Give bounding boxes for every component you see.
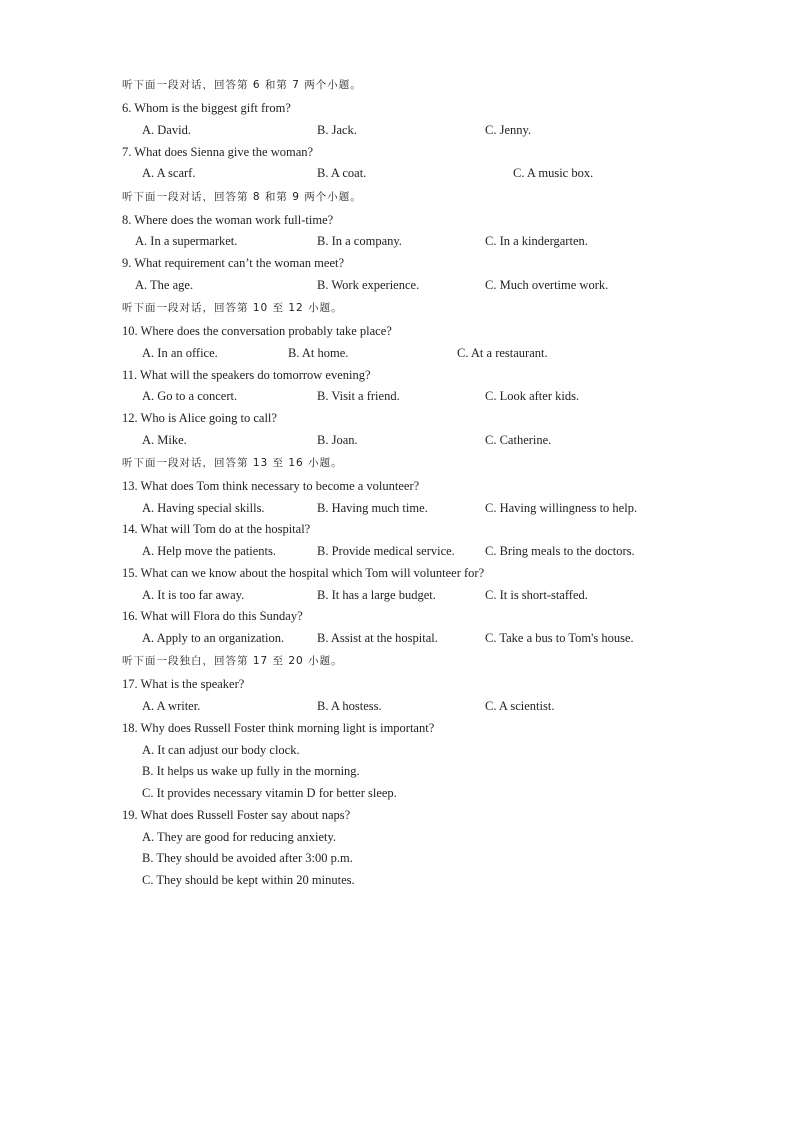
option-b: B. At home. [288,346,349,360]
option-b: B. They should be avoided after 3:00 p.m. [142,851,353,865]
option-b: B. Joan. [317,433,358,447]
option-c: C. Look after kids. [485,389,580,403]
option-a: A. In an office. [142,346,218,360]
option-a: A. In a supermarket. [135,234,238,248]
option-a: A. A scarf. [142,166,196,180]
option-b: B. Visit a friend. [317,389,400,403]
option-b: B. Jack. [317,123,357,137]
section-instruction: 听下面一段独白，回答第 17 至 20 小题。 [122,655,343,667]
section-instruction: 听下面一段对话，回答第 13 至 16 小题。 [122,457,343,469]
option-c: C. Take a bus to Tom's house. [485,631,634,645]
option-b: B. A hostess. [317,699,382,713]
option-c: C. A scientist. [485,699,555,713]
question-6: 6. Whom is the biggest gift from? [122,101,291,115]
option-b: B. Provide medical service. [317,544,455,558]
option-a: A. A writer. [142,699,201,713]
question-17: 17. What is the speaker? [122,677,245,691]
option-a: A. Mike. [142,433,187,447]
option-b: B. Having much time. [317,501,428,515]
question-18: 18. Why does Russell Foster think morning light is important? [122,721,435,735]
section-instruction: 听下面一段对话，回答第 10 至 12 小题。 [122,302,343,314]
option-c: C. Catherine. [485,433,552,447]
option-c: C. Bring meals to the doctors. [485,544,635,558]
option-a: A. They are good for reducing anxiety. [142,830,337,844]
option-c: C. It is short-staffed. [485,588,588,602]
option-b: B. It has a large budget. [317,588,436,602]
question-15: 15. What can we know about the hospital which Tom will volunteer for? [122,566,485,580]
question-11: 11. What will the speakers do tomorrow evening? [122,368,371,382]
question-16: 16. What will Flora do this Sunday? [122,609,303,623]
question-19: 19. What does Russell Foster say about naps? [122,808,351,822]
question-13: 13. What does Tom think necessary to become a volunteer? [122,479,420,493]
section-instruction: 听下面一段对话，回答第 6 和第 7 两个小题。 [122,79,362,91]
question-8: 8. Where does the woman work full-time? [122,213,334,227]
option-a: A. Go to a concert. [142,389,238,403]
option-c: C. Jenny. [485,123,532,137]
question-14: 14. What will Tom do at the hospital? [122,522,311,536]
section-instruction: 听下面一段对话，回答第 8 和第 9 两个小题。 [122,191,362,203]
option-c: C. They should be kept within 20 minutes. [142,873,355,887]
option-a: A. Help move the patients. [142,544,276,558]
question-7: 7. What does Sienna give the woman? [122,145,314,159]
option-b: B. It helps us wake up fully in the morning. [142,764,360,778]
option-a: A. David. [142,123,191,137]
option-c: C. A music box. [513,166,594,180]
option-c: C. It provides necessary vitamin D for better sleep. [142,786,397,800]
question-12: 12. Who is Alice going to call? [122,411,277,425]
option-a: A. It is too far away. [142,588,245,602]
option-a: A. The age. [135,278,194,292]
option-b: B. Work experience. [317,278,420,292]
option-b: B. In a company. [317,234,402,248]
option-b: B. Assist at the hospital. [317,631,438,645]
option-a: A. Having special skills. [142,501,265,515]
option-a: A. It can adjust our body clock. [142,743,300,757]
option-c: C. In a kindergarten. [485,234,588,248]
option-c: C. At a restaurant. [457,346,548,360]
option-a: A. Apply to an organization. [142,631,285,645]
question-10: 10. Where does the conversation probably take place? [122,324,392,338]
option-c: C. Having willingness to help. [485,501,638,515]
question-9: 9. What requirement can’t the woman meet? [122,256,345,270]
option-b: B. A coat. [317,166,367,180]
option-c: C. Much overtime work. [485,278,609,292]
